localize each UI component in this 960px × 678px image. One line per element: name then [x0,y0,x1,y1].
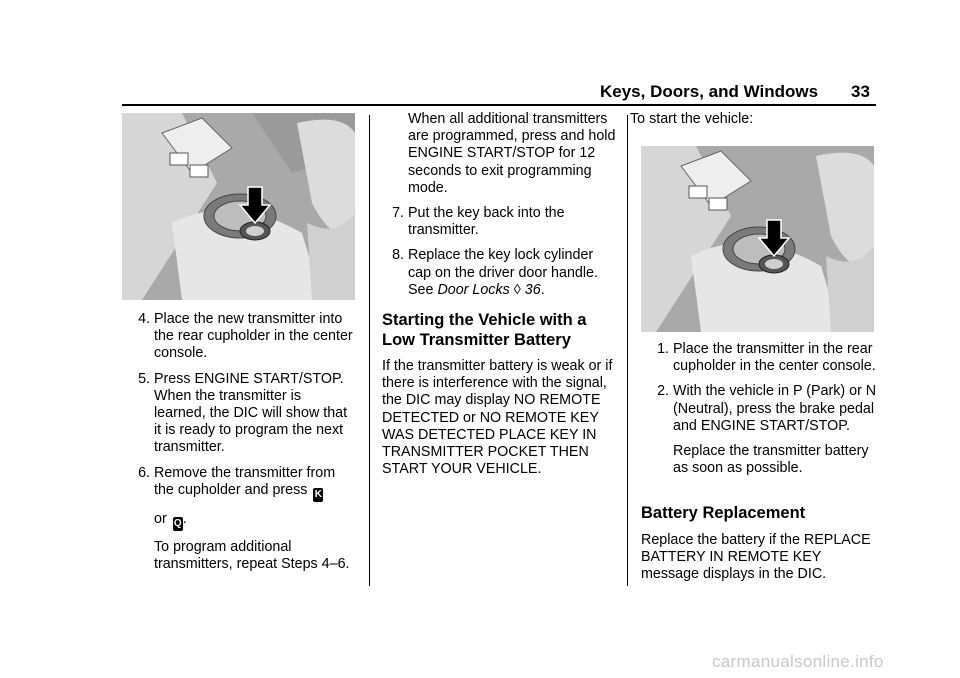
step-text: Place the transmitter in the rear cupholder in the center console. [673,341,876,375]
console-cupholder-illustration-2 [641,146,874,332]
column-1 [128,311,356,573]
console-cupholder-illustration [122,113,355,300]
step-6 [128,465,356,531]
step-4 [128,311,356,363]
unlock-key-icon: Q [173,517,182,529]
start-intro: To start the vehicle: [630,111,754,127]
step-text: Put the key back into the transmitter. [408,205,565,239]
step-number: 6. [138,464,150,481]
step-text-end: . [182,510,187,527]
step-text: Replace the key lock cylinder cap on the driver door handle. See [408,247,598,298]
page-number: 33 [851,82,870,101]
step-6-note: To program additional transmitters, repeat Steps 4–6. [154,538,350,573]
step-text: With the vehicle in P (Park) or N (Neutral), press the brake pedal and ENGINE START/STOP. [673,383,877,434]
column-divider-2 [627,115,628,586]
door-locks-reference[interactable]: Door Locks [437,281,510,298]
page-ref-arrow: ◊ [513,281,521,298]
header-rule [122,104,876,106]
step-number: 5. [138,370,150,387]
page-ref-number[interactable]: 36 [524,281,541,298]
step-number: 8. [392,247,404,264]
step-text-end: . [540,281,545,298]
step-text: Place the new transmitter into the rear cupholder in the center console. [154,311,353,362]
step-text-or: or [154,510,167,527]
section-heading-low-battery: Starting the Vehicle with a Low Transmitter Battery [382,311,587,349]
step-8 [382,247,618,299]
lock-key-icon: K [314,488,322,500]
battery-replacement-paragraph: Replace the battery if the REPLACE BATTERY IN REMOTE KEY message displays in the DIC. [641,531,871,582]
start-step-1 [647,341,877,375]
section-heading-battery-replacement: Battery Replacement [641,504,806,522]
column-2 [382,111,618,478]
running-header-title: Keys, Doors, and Windows [600,82,819,101]
column-3-intro [630,111,876,128]
step-text: Press ENGINE START/STOP. When the transmitter is learned, the DIC will show that it is ready to program the next transmitter. [154,370,348,456]
low-battery-paragraph: If the transmitter battery is weak or if there is interference with the signal, the DIC may display NO REMOTE DETECTED or NO REMOTE KEY WAS DETECTED PLACE KEY IN TRANSMITTER POCKET THEN START YOUR VEHICLE. [382,358,613,478]
step-5 [128,371,356,457]
step-number: 2. [657,383,669,400]
step-number: 7. [392,205,404,222]
step-6-continued: When all additional transmitters are programmed, press and hold ENGINE START/STOP for 12 seconds to exit programming mode. [408,111,616,196]
step-7 [382,205,618,239]
start-step-2-note: Replace the transmitter battery as soon as possible. [673,443,869,477]
step-number: 4. [138,311,150,327]
step-number: 1. [657,341,669,357]
column-divider-1 [369,115,370,586]
column-3 [647,341,877,477]
step-text: Remove the transmitter from the cupholder and press [154,464,336,498]
column-3-battery [641,504,877,583]
start-step-2 [647,383,877,435]
watermark: carmanualsonline.info [712,652,884,671]
